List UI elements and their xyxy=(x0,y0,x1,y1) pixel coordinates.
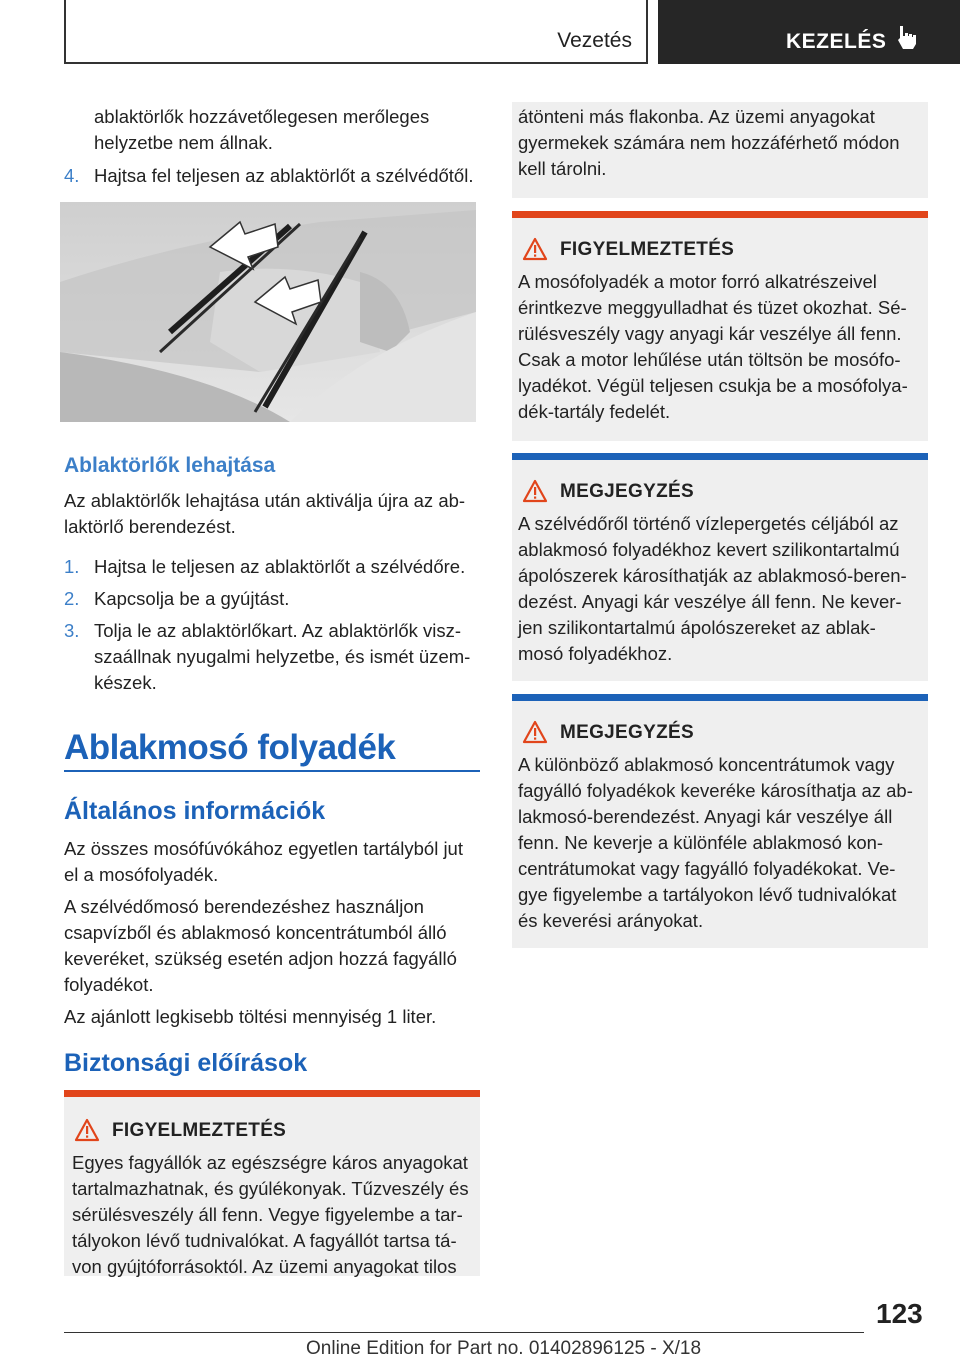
continued-text-line: helyzetbe nem állnak. xyxy=(94,132,273,153)
chapter-heading: Ablakmosó folyadék xyxy=(64,728,396,767)
paragraph-line: A szélvédőmosó berendezéshez használjon xyxy=(64,896,424,917)
note-text-line: jen szilikontartalmú ápolószereket az ablak- xyxy=(518,617,876,638)
warning-text-line: von gyújtóforrásoktól. Az üzemi anyagokat tilos xyxy=(72,1256,457,1277)
warning-triangle-icon xyxy=(522,720,548,744)
paragraph-line: laktörlő berendezést. xyxy=(64,516,236,537)
step-number: 2. xyxy=(64,588,80,609)
paragraph-line: Az ajánlott legkisebb töltési mennyiség 1 liter. xyxy=(64,1006,437,1027)
warning-text-line: Csak a motor lehűlése után töltsön be mosófo- xyxy=(518,349,901,370)
footer-rule xyxy=(64,1332,864,1333)
page-number: 123 xyxy=(876,1298,923,1329)
note-text-line: A szélvédőről történő vízlepergetés céljából az xyxy=(518,513,899,534)
note-text-line: mosó folyadékhoz. xyxy=(518,643,673,664)
warning-text-line: lyadékot. Végül teljesen csukja be a mosófolya- xyxy=(518,375,908,396)
note-text-line: fagyálló folyadékok keveréke károsíthatja az ab- xyxy=(518,780,913,801)
warning-box-continued xyxy=(512,102,928,198)
note-text-line: ablakmosó folyadékhoz kevert szilikontartalmú xyxy=(518,539,900,560)
paragraph-line: Az ablaktörlők lehajtása után aktiválja újra az ab- xyxy=(64,490,466,511)
note-title: MEGJEGYZÉS xyxy=(560,722,694,743)
note-text-line: gye figyelembe a tartályokon lévő tudnivalókat xyxy=(518,884,897,905)
warning-text-line: sérülésveszély áll fenn. Vegye figyelembe a tar- xyxy=(72,1204,463,1225)
warning-triangle-icon xyxy=(522,479,548,503)
header-section-label: Vezetés xyxy=(557,29,632,52)
note-text-line: centrátumokat vagy fagyálló folyadékokat. Ve- xyxy=(518,858,896,879)
warning-text-line: tartalmazhatnak, és gyúlékonyak. Tűzveszély és xyxy=(72,1178,469,1199)
wiper-raised-illustration xyxy=(60,202,476,422)
note-box xyxy=(512,453,928,681)
warning-bar xyxy=(512,211,928,218)
warning-box xyxy=(512,211,928,441)
note-text-line: dezést. Anyagi kár veszélye áll fenn. Ne kever- xyxy=(518,591,902,612)
warning-title: FIGYELMEZTETÉS xyxy=(560,239,735,260)
step-text: készek. xyxy=(94,672,157,693)
warning-text-line: dék-tartály fedelét. xyxy=(518,401,671,422)
warning-triangle-icon xyxy=(522,237,548,261)
warning-triangle-icon xyxy=(74,1118,100,1142)
warning-text-line: tályokon lévő tudnivalókat. A fagyállót tartsa tá- xyxy=(72,1230,457,1251)
warning-title: FIGYELMEZTETÉS xyxy=(112,1120,287,1141)
step-number: 3. xyxy=(64,620,80,641)
note-bar xyxy=(512,453,928,460)
section-heading: Ablaktörlők lehajtása xyxy=(64,454,276,477)
note-box xyxy=(512,694,928,948)
step-text: Kapcsolja be a gyújtást. xyxy=(94,588,290,609)
warning-text-line: rülésveszély vagy anyagi kár veszélye áll fenn. xyxy=(518,323,902,344)
note-text-line: ápolószerek károsíthatják az ablakmosó-beren- xyxy=(518,565,907,586)
warning-text-line: átönteni más flakonba. Az üzemi anyagokat xyxy=(518,106,875,127)
note-text-line: A különböző ablakmosó koncentrátumok vagy xyxy=(518,754,895,775)
note-text-line: lakmosó-berendezést. Anyagi kár veszélye áll xyxy=(518,806,893,827)
warning-text-line: gyermekek számára nem hozzáférhető módon xyxy=(518,132,900,153)
paragraph-line: folyadékot. xyxy=(64,974,154,995)
section-heading: Általános információk xyxy=(64,797,326,825)
heading-rule xyxy=(64,770,480,772)
step-text: Hajtsa le teljesen az ablaktörlőt a szélvédőre. xyxy=(94,556,466,577)
paragraph-line: csapvízből és ablakmosó koncentrátumból álló xyxy=(64,922,447,943)
windshield-wiper-drawing xyxy=(60,202,476,422)
header-chapter-label: KEZELÉS xyxy=(786,30,887,53)
step-number: 4. xyxy=(64,165,80,186)
paragraph-line: Az összes mosófúvókához egyetlen tartályból jut xyxy=(64,838,463,859)
paragraph-line: el a mosófolyadék. xyxy=(64,864,219,885)
header-section-tab xyxy=(64,0,648,64)
paragraph-line: keveréket, szükség esetén adjon hozzá fagyálló xyxy=(64,948,457,969)
hand-pointer-icon xyxy=(896,24,918,50)
header-chapter-tab xyxy=(658,0,960,64)
warning-bar xyxy=(64,1090,480,1097)
warning-text-line: érintkezve meggyulladhat és tüzet okozhat. Sé- xyxy=(518,297,907,318)
step-text: szaállnak nyugalmi helyzetbe, és ismét üzem- xyxy=(94,646,471,667)
step-number: 1. xyxy=(64,556,80,577)
warning-text-line: A mosófolyadék a motor forró alkatrészeivel xyxy=(518,271,877,292)
warning-text-line: Egyes fagyállók az egészségre káros anyagokat xyxy=(72,1152,468,1173)
footer-edition: Online Edition for Part no. 01402896125 - X/18 xyxy=(306,1338,702,1359)
step-text: Tolja le az ablaktörlőkart. Az ablaktörlők visz- xyxy=(94,620,462,641)
warning-box xyxy=(64,1090,480,1276)
note-bar xyxy=(512,694,928,701)
note-title: MEGJEGYZÉS xyxy=(560,481,694,502)
section-heading: Biztonsági előírások xyxy=(64,1049,308,1077)
continued-text-line: ablaktörlők hozzávetőlegesen merőleges xyxy=(94,106,430,127)
warning-text-line: kell tárolni. xyxy=(518,158,607,179)
note-text-line: és keverési arányokat. xyxy=(518,910,704,931)
step-text: Hajtsa fel teljesen az ablaktörlőt a szélvédőtől. xyxy=(94,165,474,186)
note-text-line: fenn. Ne keverje a különféle ablakmosó kon- xyxy=(518,832,884,853)
